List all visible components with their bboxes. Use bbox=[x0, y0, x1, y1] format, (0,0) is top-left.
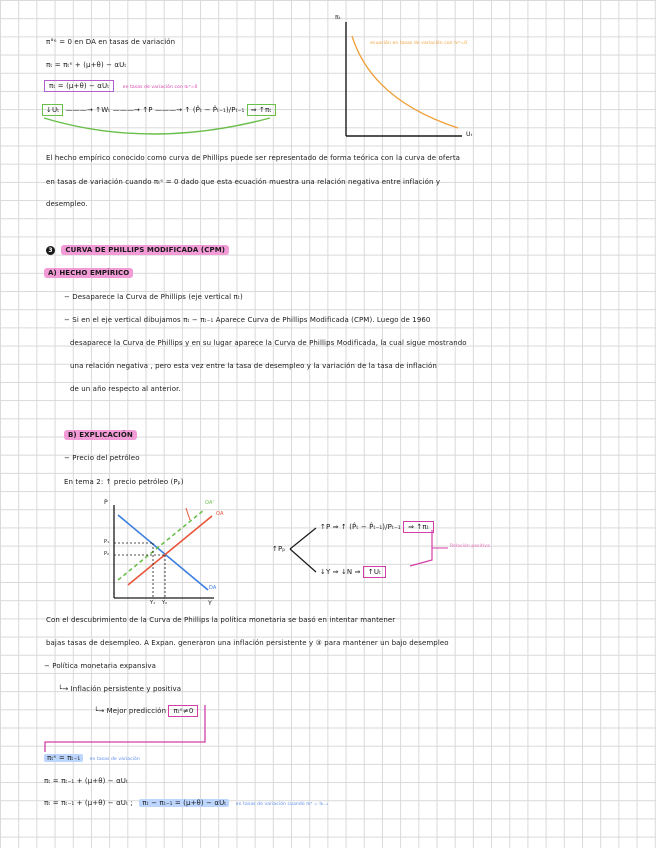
subsection-b-title: B) EXPLICACIÓN bbox=[64, 430, 137, 440]
b-line1: − Precio del petróleo bbox=[64, 454, 140, 462]
para1-line3: desempleo. bbox=[46, 200, 88, 208]
b-line2: En tema 2: ↑ precio petróleo (Pₚ) bbox=[64, 478, 184, 486]
tree-level3-text: └→ Mejor predicción bbox=[94, 707, 167, 715]
a-bullet2-line4: de un año respecto al anterior. bbox=[70, 385, 181, 393]
oa-prime-label: OA' bbox=[205, 500, 214, 506]
y0-label: Y₀ bbox=[162, 600, 168, 606]
adas-y-label: P bbox=[104, 499, 108, 506]
a-bullet2-line1: − Si en el eje vertical dibujamos πₜ − πₜ₋₁ Aparece Curva de Phillips Modificada (CPM). Luego de 1960 bbox=[64, 316, 431, 324]
mini-y-label: πₜ bbox=[335, 14, 341, 21]
diag-note: Relación positiva bbox=[450, 544, 490, 549]
diag-upper-box: ⇒ ↑πₜ bbox=[403, 521, 434, 533]
tree-level3 bbox=[94, 708, 198, 715]
subsection-a-title: A) HECHO EMPÍRICO bbox=[44, 268, 133, 278]
bottom-eq3a: πₜ = πₜ₋₁ + (μ+θ) − αUₜ ; bbox=[44, 799, 133, 807]
diag-lower-box: ↑Uₜ bbox=[363, 566, 386, 578]
da-label: DA bbox=[209, 585, 217, 591]
para2-line1: Con el descubrimiento de la Curva de Phillips la política monetaria se basó en intentar mantener bbox=[46, 616, 396, 624]
bottom-eq3-note: en tasas de variación cuando πₜᵉ = πₜ₋₁ bbox=[235, 802, 328, 807]
chain-end-box: ⇒ ↑πₜ bbox=[247, 104, 276, 116]
diag-branch-up bbox=[290, 528, 316, 549]
bottom-eq2: πₜ = πₜ₋₁ + (μ+θ) − αUₜ bbox=[44, 777, 129, 785]
diag-upper-text: ↑P ⇒ ↑ (P̂ₜ − P̂ₜ₋₁)/Pₜ₋₁ bbox=[320, 523, 401, 531]
oa-curve bbox=[128, 516, 212, 585]
eq-expected-zero: π°ᵉ = 0 en DA en tasas de variación bbox=[46, 38, 176, 46]
bottom-eq1-note: en tasas de variación bbox=[89, 757, 140, 762]
p1-label: P₁ bbox=[104, 539, 110, 545]
bottom-eq1-row bbox=[44, 755, 140, 763]
diag-root: ↑Pₚ bbox=[272, 545, 286, 553]
p0-label: P₀ bbox=[104, 551, 110, 557]
diag-upper bbox=[320, 524, 434, 531]
shift-arrow bbox=[186, 508, 190, 520]
oa-prime-curve bbox=[118, 510, 204, 580]
adas-x-label: Y bbox=[208, 600, 212, 607]
chain-middle: ———→ ↑Wₜ ———→ ↑P ———→ ↑ (P̂ₜ − P̂ₜ₋₁)/Pₜ₋₁ bbox=[65, 106, 247, 114]
bottom-eq3b: πₜ − πₜ₋₁ = (μ+θ) − αUₜ bbox=[139, 799, 229, 807]
boxed-equation-note: en tasas de variación con πₜᵉ=0 bbox=[122, 85, 198, 90]
tree-level3-box: πₜᵉ≠0 bbox=[168, 705, 198, 717]
para1-line1: El hecho empírico conocido como curva de Phillips puede ser representado de forma teórica con la curva de oferta bbox=[46, 154, 461, 162]
bottom-eq1: πₜᵉ = πₜ₋₁ bbox=[44, 754, 83, 762]
diag-lower-text: ↓Y ⇒ ↓N ⇒ bbox=[320, 568, 361, 576]
mini-x-label: Uₜ bbox=[466, 131, 473, 138]
a-bullet2-line2: desaparece la Curva de Phillips y en su lugar aparece la Curva de Phillips Modificada, la cual sigue mostrando bbox=[70, 339, 467, 347]
a-bullet1: − Desaparece la Curva de Phillips (eje vertical πₜ) bbox=[64, 293, 243, 301]
tree-level2: └→ Inflación persistente y positiva bbox=[58, 685, 182, 693]
bottom-eq3-row bbox=[44, 800, 328, 808]
a-bullet2-line3: una relación negativa , pero esta vez entre la tasa de desempleo y la variación de la tasa de inflación bbox=[70, 362, 437, 370]
oa-label: OA bbox=[216, 511, 224, 517]
eq-supply-curve: πₜ = πₜᵉ + (μ+θ) − αUₜ bbox=[46, 61, 127, 69]
section-title: CURVA DE PHILLIPS MODIFICADA (CPM) bbox=[61, 245, 229, 255]
para1-line2: en tasas de variación cuando πₜᵉ = 0 dado que esta ecuación muestra una relación negativa entre inflación y bbox=[46, 178, 441, 186]
section-number: 3 bbox=[46, 246, 55, 255]
para2-line2: bajas tasas de desempleo. A Expan. generaron una inflación persistente y ③ para mantener un bajo desempleo bbox=[46, 639, 449, 647]
da-curve bbox=[118, 515, 208, 590]
boxed-equation: πₜ = (μ+θ) − αUₜ bbox=[44, 80, 114, 92]
y1-label: Y₁ bbox=[150, 600, 156, 606]
chain-start-box: ↓Uₜ bbox=[42, 104, 63, 116]
tree-level1: − Política monetaria expansiva bbox=[44, 662, 157, 670]
mini-graph-note: ecuación en tasas de variación con πₜᵉ=0 bbox=[370, 41, 468, 46]
diag-lower bbox=[320, 569, 386, 576]
diag-pink-connector bbox=[410, 530, 432, 566]
diag-branch-down bbox=[290, 549, 316, 572]
